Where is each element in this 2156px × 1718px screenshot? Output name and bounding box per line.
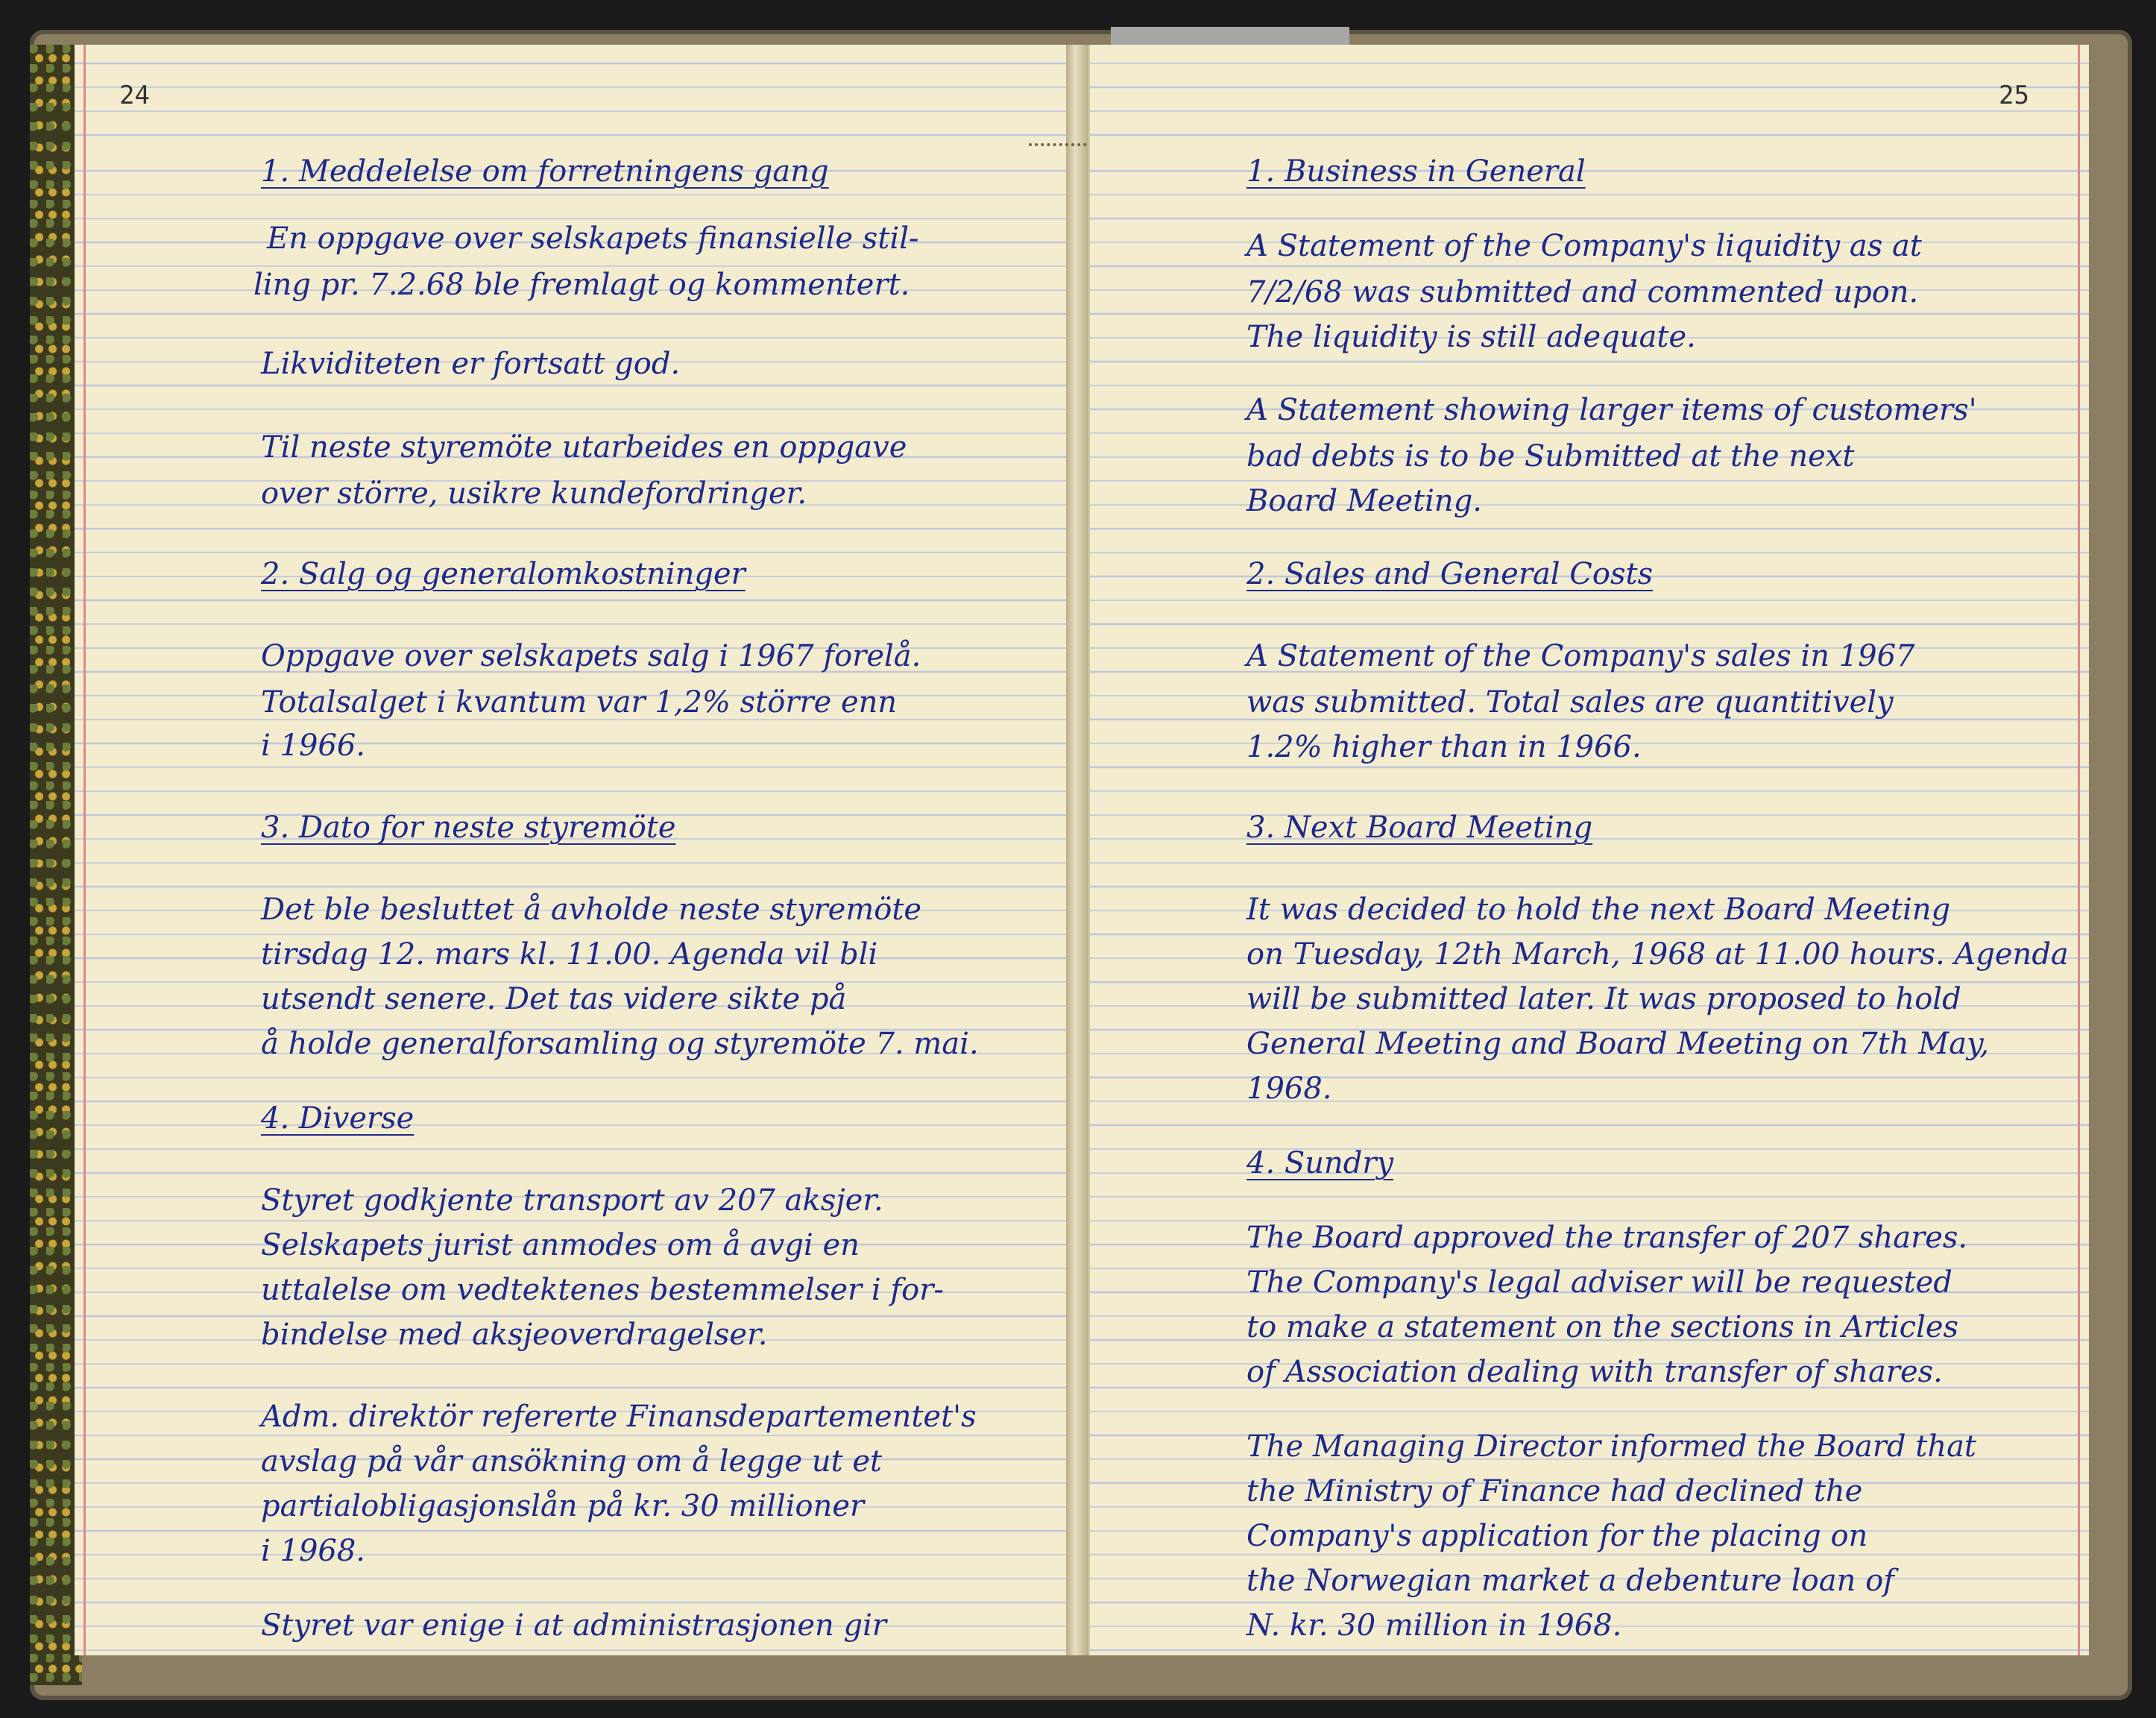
- right-line: The liquidity is still adequate.: [1246, 320, 1696, 354]
- right-line: 1.2% higher than in 1966.: [1246, 730, 1642, 764]
- right-heading-4: 4. Sundry: [1246, 1146, 1394, 1180]
- right-line: of Association dealing with transfer of shares.: [1246, 1355, 1943, 1389]
- right-line: A Statement showing larger items of customers': [1246, 393, 1977, 427]
- left-line: Totalsalget i kvantum var 1,2% större enn: [261, 685, 898, 720]
- left-line: avslag på vår ansökning om å legge ut et: [261, 1444, 883, 1479]
- right-line: The Board approved the transfer of 207 shares.: [1246, 1221, 1968, 1255]
- left-line: bindelse med aksjeoverdragelser.: [261, 1318, 768, 1352]
- right-heading-2: 2. Sales and General Costs: [1246, 557, 1654, 591]
- right-line: the Norwegian market a debenture loan of: [1246, 1564, 1894, 1598]
- left-line: uttalelse om vedtektenes bestemmelser i for-: [261, 1273, 944, 1307]
- left-line: Likviditeten er fortsatt god.: [261, 347, 681, 381]
- left-line: Styret godkjente transport av 207 aksjer.: [261, 1183, 883, 1218]
- left-page: [75, 45, 1068, 1655]
- right-line: bad debts is to be Submitted at the next: [1246, 439, 1855, 473]
- right-line: Company's application for the placing on: [1246, 1519, 1868, 1553]
- right-line: on Tuesday, 12th March, 1968 at 11.00 hours. Agenda: [1246, 937, 2069, 972]
- right-line: 1968.: [1246, 1072, 1332, 1106]
- right-line: the Ministry of Finance had declined the: [1246, 1474, 1863, 1508]
- left-line: i 1968.: [261, 1534, 366, 1568]
- left-heading-2: 2. Salg og generalomkostninger: [261, 557, 746, 591]
- left-line: partialobligasjonslån på kr. 30 millioner: [261, 1489, 865, 1523]
- left-line: Adm. direktör refererte Finansdepartementet's: [261, 1400, 977, 1434]
- right-line: The Company's legal adviser will be requested: [1246, 1265, 1952, 1300]
- left-line: Selskapets jurist anmodes om å avgi en: [261, 1228, 860, 1262]
- right-heading-3: 3. Next Board Meeting: [1246, 811, 1593, 845]
- page-number-right: 25: [1999, 81, 2029, 110]
- margin-line: [83, 45, 86, 1655]
- left-line: Styret var enige i at administrasjonen gir: [261, 1608, 887, 1643]
- right-line: N. kr. 30 million in 1968.: [1246, 1608, 1622, 1643]
- left-line: Til neste styremöte utarbeides en oppgave: [261, 430, 907, 465]
- left-line: En oppgave over selskapets finansielle stil-: [267, 221, 919, 256]
- left-heading-4: 4. Diverse: [261, 1101, 415, 1136]
- left-line: i 1966.: [261, 729, 366, 763]
- right-line: A Statement of the Company's liquidity as at: [1246, 229, 1922, 263]
- right-line: will be submitted later. It was proposed to hold: [1246, 982, 1961, 1016]
- right-line: The Managing Director informed the Board that: [1246, 1429, 1977, 1464]
- right-line: A Statement of the Company's sales in 1967: [1246, 639, 1915, 673]
- left-heading-1: 1. Meddelelse om forretningens gang: [261, 154, 829, 189]
- margin-line: [2078, 45, 2080, 1655]
- left-line: utsendt senere. Det tas videre sikte på: [261, 982, 847, 1016]
- right-page: [1088, 45, 2089, 1655]
- left-line: Oppgave over selskapets salg i 1967 forelå.: [261, 639, 921, 673]
- right-line: It was decided to hold the next Board Meeting: [1246, 893, 1951, 927]
- right-line: 7/2/68 was submitted and commented upon.: [1246, 275, 1919, 309]
- right-line: was submitted. Total sales are quantitively: [1246, 685, 1894, 720]
- left-line: Det ble besluttet å avholde neste styremöte: [261, 893, 922, 927]
- right-line: Board Meeting.: [1246, 484, 1483, 518]
- left-line: over större, usikre kundefordringer.: [261, 476, 807, 511]
- left-line: ling pr. 7.2.68 ble fremlagt og kommentert.: [253, 268, 910, 302]
- left-line: å holde generalforsamling og styremöte 7. mai.: [261, 1027, 979, 1061]
- right-line: to make a statement on the sections in Articles: [1246, 1310, 1959, 1344]
- right-heading-1: 1. Business in General: [1246, 154, 1586, 189]
- left-heading-3: 3. Dato for neste styremöte: [261, 811, 676, 845]
- page-number-left: 24: [119, 81, 150, 110]
- left-line: tirsdag 12. mars kl. 11.00. Agenda vil bli: [261, 937, 878, 972]
- book-gutter: [1066, 45, 1088, 1655]
- right-line: General Meeting and Board Meeting on 7th May,: [1246, 1027, 1990, 1061]
